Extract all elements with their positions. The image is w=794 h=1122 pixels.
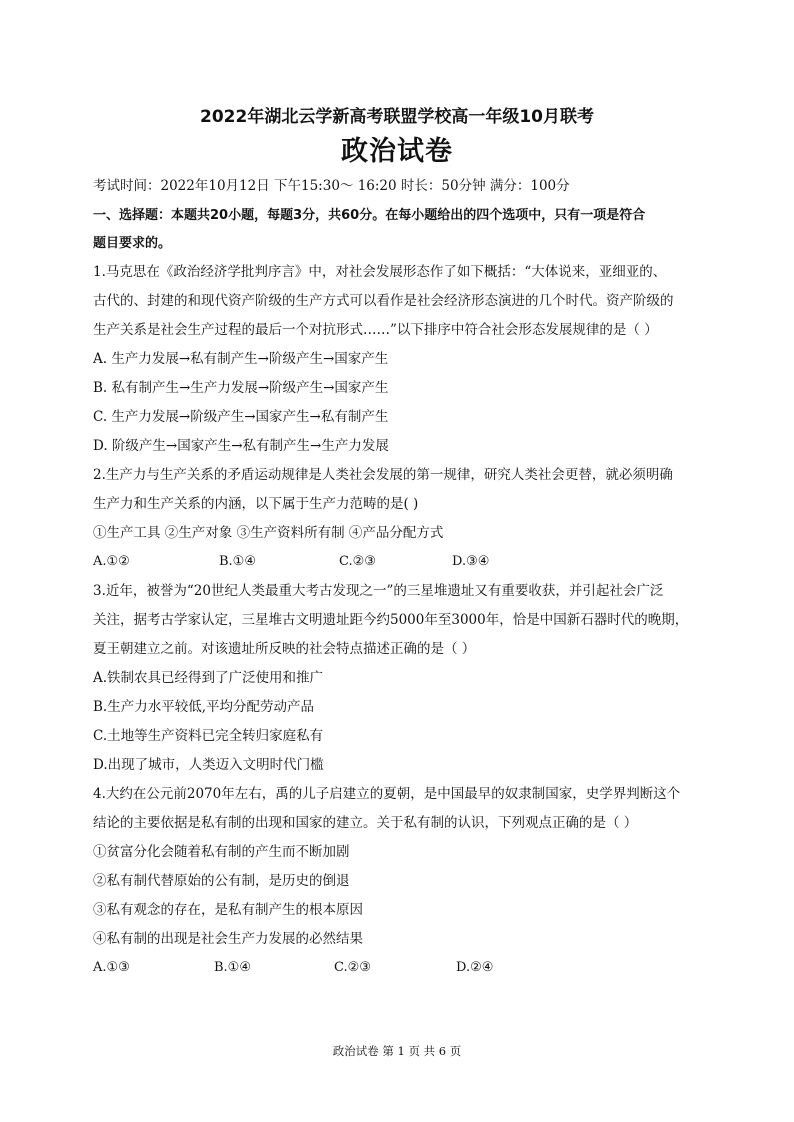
- q4-option-a: A.①③: [93, 960, 130, 975]
- exam-title: 2022年湖北云学新高考联盟学校高一年级10月联考: [200, 107, 594, 127]
- q4-option-b: B.①④: [214, 960, 251, 975]
- q4-stem-line: 结论的主要依据是私有制的出现和国家的建立。关于私有制的认识，下列观点正确的是（ ）: [93, 815, 638, 831]
- exam-info: 考试时间：2022年10月12日 下午15:30～ 16:20 时长：50分钟 满分：100分: [93, 178, 570, 194]
- q3-option-c: C.土地等生产资料已完全转归家庭私有: [93, 728, 324, 744]
- q1-option-a: A. 生产力发展→私有制产生→阶级产生→国家产生: [93, 351, 389, 367]
- q2-option-a: A.①②: [93, 554, 130, 569]
- q4-option-c: C.②③: [334, 960, 371, 975]
- q1-option-b: B. 私有制产生→生产力发展→阶级产生→国家产生: [93, 380, 389, 396]
- section-heading: 一、选择题：本题共20小题，每题3分，共60分。在每小题给出的四个选项中，只有一项是符合: [93, 208, 646, 223]
- q4-statement-4: ④私有制的出现是社会生产力发展的必然结果: [93, 931, 363, 947]
- subject-title: 政治试卷: [341, 136, 453, 167]
- q2-option-b: B.①④: [219, 554, 256, 569]
- q3-stem-line: 夏王朝建立之前。对该遗址所反映的社会特点描述正确的是（ ）: [93, 641, 476, 657]
- page-footer: 政治试卷 第 1 页 共 6 页: [332, 1044, 462, 1058]
- q3-stem-line: 3.近年，被誉为“20世纪人类最重大考古发现之一”的三星堆遗址又有重要收获，并引起社会广泛: [93, 583, 664, 599]
- q2-option-c: C.②③: [339, 554, 376, 569]
- q4-stem-line: 4.大约在公元前2070年左右，禹的儿子启建立的夏朝，是中国最早的奴隶制国家，史学界判断这个: [93, 786, 681, 802]
- q4-statement-3: ③私有观念的存在，是私有制产生的根本原因: [93, 902, 363, 918]
- q2-option-d: D.③④: [452, 554, 490, 569]
- section-heading-cont: 题目要求的。: [93, 236, 172, 251]
- q4-statement-1: ①贫富分化会随着私有制的产生而不断加剧: [93, 844, 350, 860]
- q4-statement-2: ②私有制代替原始的公有制，是历史的倒退: [93, 873, 350, 889]
- q1-stem-line: 1.马克思在《政治经济学批判序言》中，对社会发展形态作了如下概括：“大体说来，亚细亚的、: [93, 264, 667, 280]
- q3-option-a: A.铁制农具已经得到了广泛使用和推广: [93, 670, 324, 686]
- q2-stem-line: 2.生产力与生产关系的矛盾运动规律是人类社会发展的第一规律，研究人类社会更替，就必须明确: [93, 467, 673, 483]
- q3-option-b: B.生产力水平较低,平均分配劳动产品: [93, 699, 315, 715]
- q1-option-c: C. 生产力发展→阶级产生→国家产生→私有制产生: [93, 409, 389, 425]
- q3-option-d: D.出现了城市，人类迈入文明时代门槛: [93, 757, 324, 773]
- q1-stem-line: 古代的、封建的和现代资产阶级的生产方式可以看作是社会经济形态演进的几个时代。资产阶级的: [93, 293, 674, 309]
- q1-stem-line: 生产关系是社会生产过程的最后一个对抗形式……”以下排序中符合社会形态发展规律的是（ ）: [93, 322, 658, 338]
- q2-stem-line: 生产力和生产关系的内涵，以下属于生产力范畴的是( ): [93, 496, 419, 512]
- q2-statements: ①生产工具 ②生产对象 ③生产资料所有制 ④产品分配方式: [93, 525, 444, 541]
- q4-option-d: D.②④: [456, 960, 494, 975]
- q1-option-d: D. 阶级产生→国家产生→私有制产生→生产力发展: [93, 438, 389, 454]
- q3-stem-line: 关注，据考古学家认定，三星堆古文明遗址距今约5000年至3000年，恰是中国新石器时代的晚期，: [93, 612, 689, 628]
